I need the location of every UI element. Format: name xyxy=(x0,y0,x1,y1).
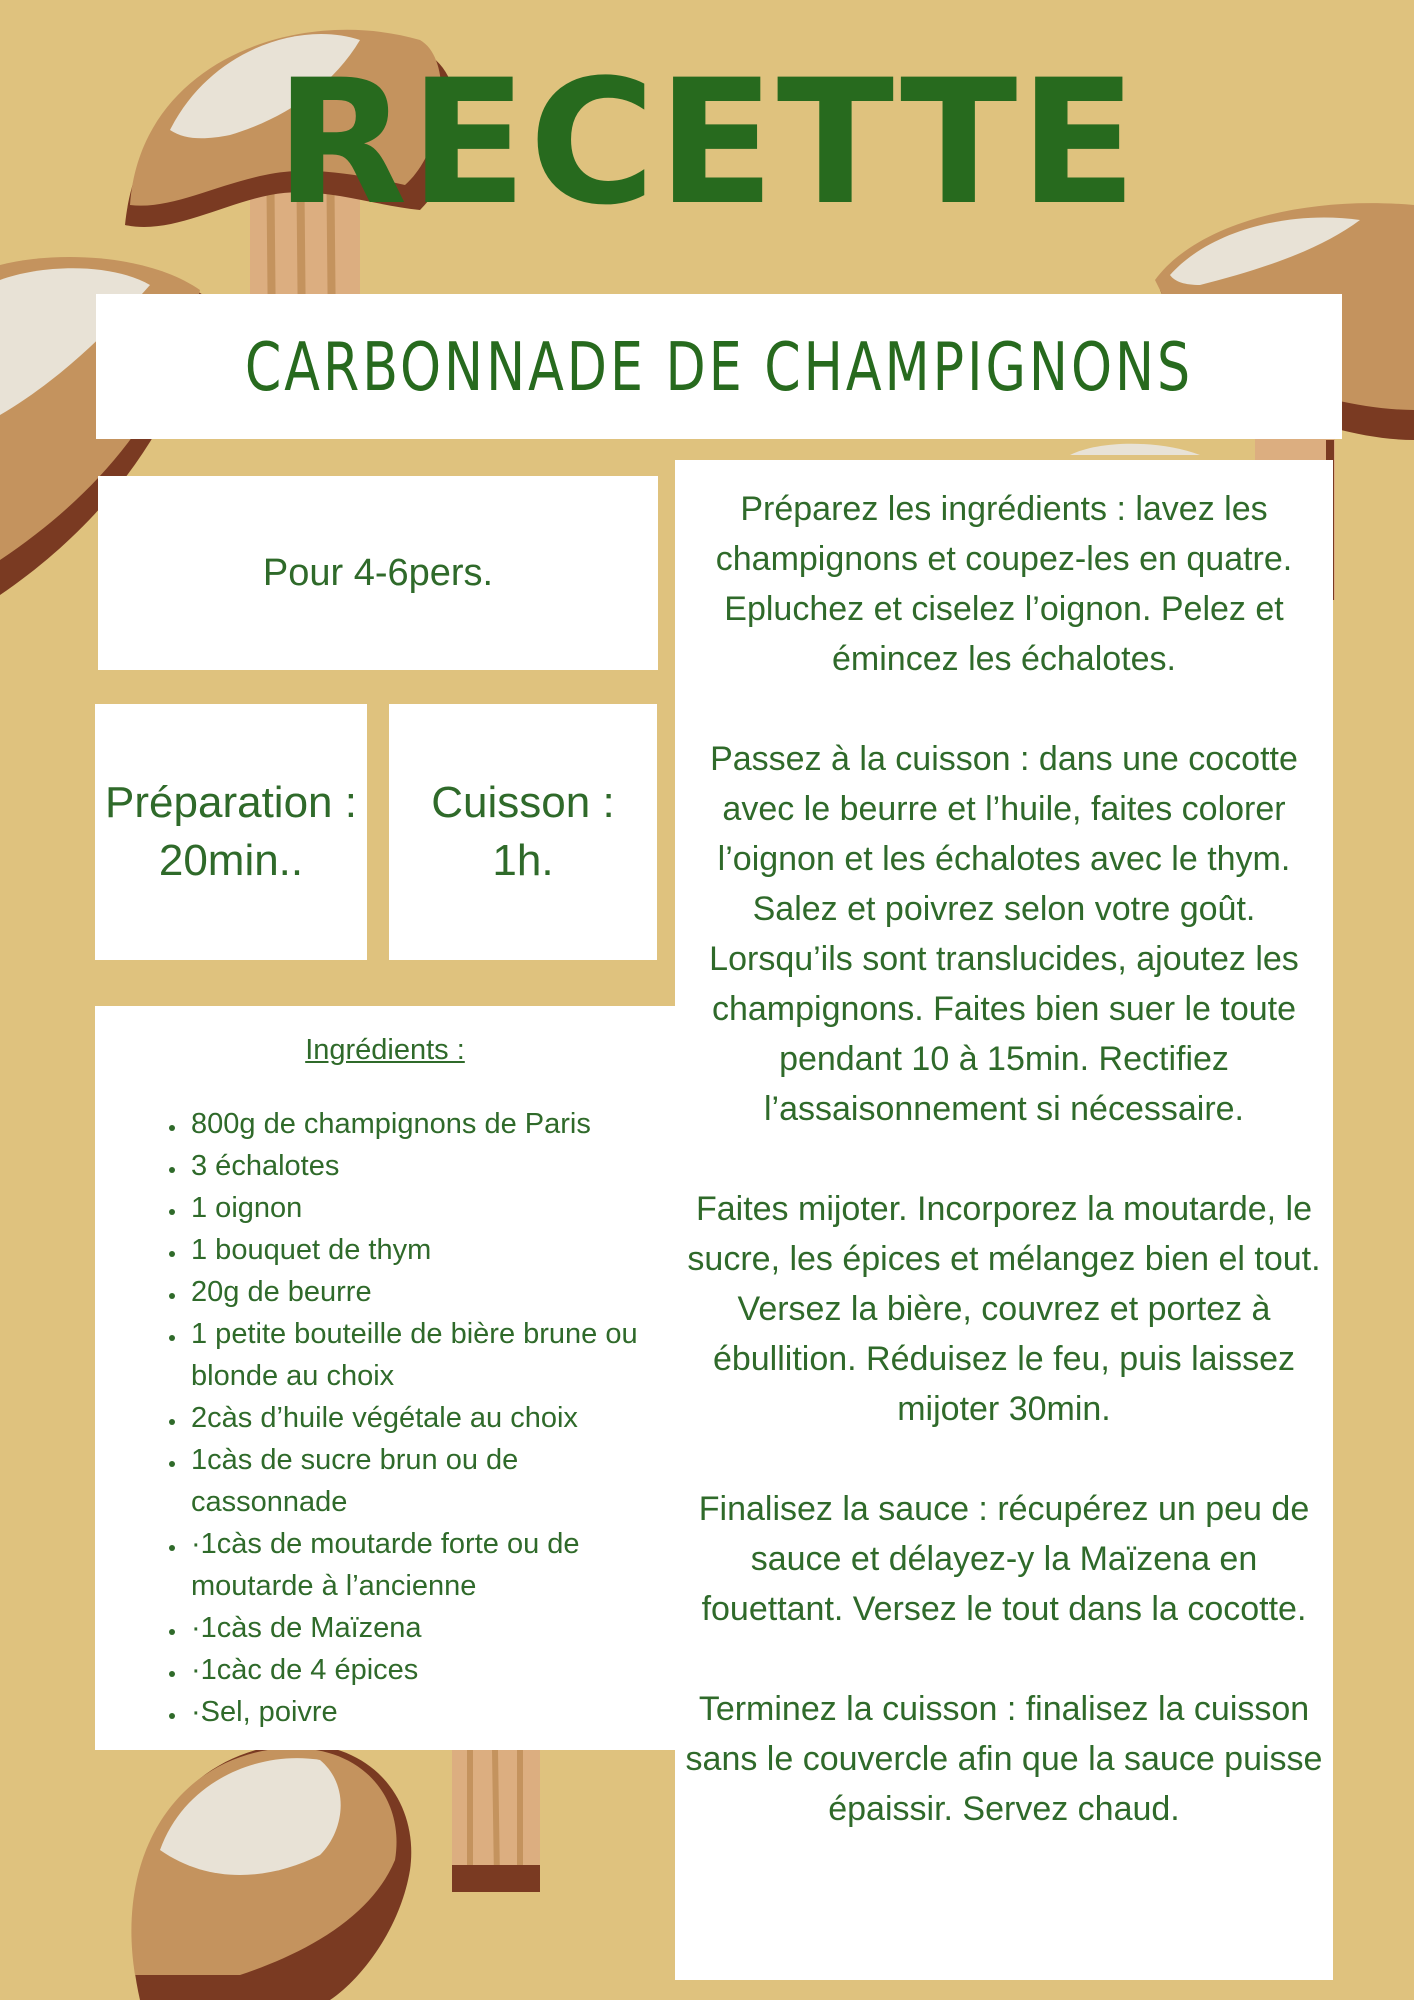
ingredient-item: • 1càs de sucre brun ou de cassonnade xyxy=(187,1439,657,1523)
mushroom-bottom-left-icon xyxy=(131,1744,411,2000)
preparation-value: 20min.. xyxy=(158,836,304,885)
ingredient-item: • 800g de champignons de Paris xyxy=(187,1103,657,1145)
ingredient-item: • ·Sel, poivre xyxy=(187,1691,657,1733)
instructions-box xyxy=(675,460,1333,1980)
servings-box xyxy=(98,476,658,670)
ingredient-item: • ·1càc de 4 épices xyxy=(187,1649,657,1691)
ingredients-box xyxy=(95,1006,675,1750)
instruction-step: Passez à la cuisson : dans une cocotte avec le beurre et l’huile, faites colorer l’oignon et les échalotes avec le thym. Salez et poivrez selon votre goût. Lorsqu’ils sont translucides, ajoutez les champignons. Faites bien suer le toute pendant 10 à 15min. Rectifiez l’assaisonnement si nécessaire. xyxy=(709,740,1299,1128)
mushroom-stem-bottom-icon xyxy=(452,1750,540,1892)
cooking-value: 1h. xyxy=(492,836,554,885)
instruction-step: Faites mijoter. Incorporez la moutarde, le sucre, les épices et mélangez bien el tout. Versez la bière, couvrez et portez à ébullition. Réduisez le feu, puis laissez mijoter 30min. xyxy=(687,1190,1321,1428)
ingredient-item: • 3 échalotes xyxy=(187,1145,657,1187)
ingredient-item: • 1 bouquet de thym xyxy=(187,1229,657,1271)
cooking-time-box xyxy=(389,704,657,960)
ingredient-item: • 1 petite bouteille de bière brune ou blonde au choix xyxy=(187,1313,657,1397)
preparation-label: Préparation : xyxy=(105,778,357,827)
ingredient-item: • 2càs d’huile végétale au choix xyxy=(187,1397,657,1439)
ingredient-item: • ·1càs de Maïzena xyxy=(187,1607,657,1649)
recipe-name: CARBONNADE DE CHAMPIGNONS xyxy=(244,327,1194,406)
ingredients-list xyxy=(147,1103,657,1733)
ingredients-title: Ingrédients : xyxy=(305,1034,465,1066)
ingredient-item: • 20g de beurre xyxy=(187,1271,657,1313)
ingredient-item: • ·1càs de moutarde forte ou de moutarde à l’ancienne xyxy=(187,1523,657,1607)
preparation-time-box xyxy=(95,704,367,960)
instruction-step: Terminez la cuisson : finalisez la cuisson sans le couvercle afin que la sauce puisse épaissir. Servez chaud. xyxy=(685,1690,1323,1828)
instruction-step: Finalisez la sauce : récupérez un peu de sauce et délayez-y la Maïzena en fouettant. Versez le tout dans la cocotte. xyxy=(698,1490,1310,1628)
recipe-name-banner xyxy=(96,294,1342,439)
ingredient-item: • 1 oignon xyxy=(187,1187,657,1229)
instruction-step: Préparez les ingrédients : lavez les champignons et coupez-les en quatre. Epluchez et ciselez l’oignon. Pelez et émincez les échalotes. xyxy=(715,490,1293,678)
mushroom-cap-hint-icon xyxy=(1070,444,1200,455)
page-title: RECETTE xyxy=(275,42,1139,243)
cooking-label: Cuisson : xyxy=(431,778,615,827)
servings-text: Pour 4-6pers. xyxy=(262,551,494,594)
